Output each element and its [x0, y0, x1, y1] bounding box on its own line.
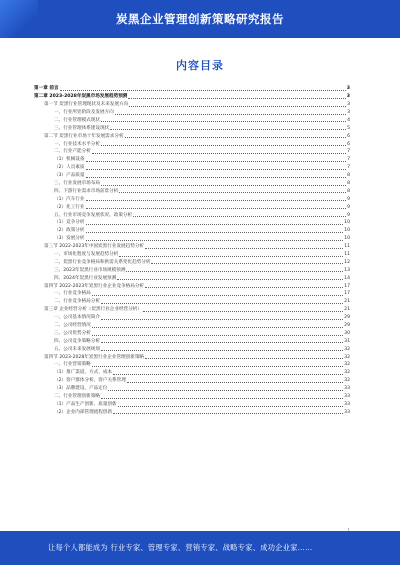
toc-entry-label: （1）产品生产创新、质量创新	[54, 401, 117, 407]
toc-entry-label: （1）机械设备	[54, 157, 85, 163]
toc-entry-page: 17	[344, 283, 350, 289]
toc-entry-label: 二、公司经营情况	[54, 323, 91, 329]
toc-leader-dots	[101, 397, 343, 399]
toc-entry[interactable]	[34, 202, 350, 210]
toc-entry-label: （2）企业内部管理流程创新	[54, 409, 113, 415]
toc-entry-label: 第三章 企业经营分析（炭黑行业企业经营分析）	[44, 307, 142, 313]
toc-entry[interactable]	[34, 155, 350, 163]
toc-entry[interactable]	[34, 313, 350, 321]
toc-leader-dots	[86, 199, 347, 201]
toc-entry[interactable]	[34, 408, 350, 416]
toc-entry-page: 8	[347, 188, 350, 194]
toc-leader-dots	[86, 239, 344, 241]
toc-entry[interactable]	[34, 108, 350, 116]
toc-entry[interactable]	[34, 171, 350, 179]
toc-entry[interactable]	[34, 234, 350, 242]
toc-entry-page: 3	[347, 109, 350, 115]
toc-entry-page: 8	[347, 180, 350, 186]
toc-leader-dots	[86, 160, 347, 162]
toc-entry-label: 二、行业管理创新策略	[54, 394, 100, 400]
toc-entry-label: 四、下游行业需求市场前景分析	[54, 188, 119, 194]
toc-leader-dots	[86, 176, 347, 178]
toc-entry-label: 第一章 前言	[34, 86, 59, 92]
toc-entry-page: 7	[347, 157, 350, 163]
toc-leader-dots	[118, 405, 343, 407]
toc-leader-dots	[101, 302, 343, 304]
toc-leader-dots	[113, 412, 343, 414]
toc-leader-dots	[101, 144, 346, 146]
toc-entry-page: 13	[344, 267, 350, 273]
toc-leader-dots	[101, 318, 343, 320]
toc-entry-page: 10	[344, 220, 350, 226]
toc-entry-label: （2）人员素质	[54, 165, 85, 171]
toc-entry-label: 三、公司优势分析	[54, 330, 91, 336]
toc-leader-dots	[145, 247, 343, 249]
toc-entry[interactable]	[34, 344, 350, 352]
toc-leader-dots	[119, 255, 343, 257]
toc-entry-page: 32	[344, 346, 350, 352]
toc-entry[interactable]	[34, 84, 350, 92]
toc-entry[interactable]	[34, 352, 350, 360]
toc-leader-dots	[115, 113, 346, 115]
toc-entry[interactable]	[34, 376, 350, 384]
toc-entry[interactable]	[34, 147, 350, 155]
toc-entry-label: 一、行业所处阶段及发展方向	[54, 109, 114, 115]
toc-entry[interactable]	[34, 321, 350, 329]
toc-entry-label: 第二节 炭黑行业市场十年发展需求分析	[44, 133, 124, 139]
toc-leader-dots	[92, 365, 343, 367]
toc-leader-dots	[145, 286, 343, 288]
toc-entry[interactable]	[34, 163, 350, 171]
toc-leader-dots	[101, 349, 343, 351]
toc-leader-dots	[113, 373, 343, 375]
toc-leader-dots	[92, 334, 343, 336]
toc-entry[interactable]	[34, 194, 350, 202]
toc-entry-page: 32	[344, 362, 350, 368]
toc-entry[interactable]	[34, 360, 350, 368]
toc-leader-dots	[92, 152, 346, 154]
toc-entry-page: 33	[344, 401, 350, 407]
toc-entry-page: 14	[344, 275, 350, 281]
toc-entry-label: 二、炭黑行业竞争格局和供需关系变化趋势分析	[54, 259, 151, 265]
toc-entry[interactable]	[34, 368, 350, 376]
toc-entry-page: 29	[344, 315, 350, 321]
toc-entry-page: 3	[346, 86, 350, 92]
toc-entry-page: 10	[344, 228, 350, 234]
toc-entry-page: 21	[344, 299, 350, 305]
toc-entry-page: 33	[344, 386, 350, 392]
toc-entry[interactable]	[34, 131, 350, 139]
toc-entry-label: （2）政策分析	[54, 228, 85, 234]
toc-entry-label: （3）品牌建设、产品定位	[54, 386, 108, 392]
report-header	[0, 0, 400, 38]
toc-leader-dots	[129, 105, 346, 107]
toc-entry-page: 12	[344, 259, 350, 265]
toc-entry[interactable]	[34, 250, 350, 258]
toc-leader-dots	[119, 191, 346, 193]
toc-entry-label: 一、行业技术水平分析	[54, 141, 100, 147]
toc-entry[interactable]	[34, 116, 350, 124]
report-title: 炭黑企业管理创新策略研究报告	[116, 12, 284, 26]
toc-entry-label: 五、公司未来发展规划	[54, 346, 100, 352]
toc-entry-label: 三、行业发展市场布局	[54, 180, 100, 186]
toc-entry[interactable]	[34, 392, 350, 400]
toc-leader-dots	[145, 357, 343, 359]
toc-entry[interactable]	[34, 384, 350, 392]
toc-entry-page: 8	[347, 173, 350, 179]
toc-entry[interactable]	[34, 139, 350, 147]
toc-leader-dots	[125, 136, 347, 138]
toc-leader-dots	[101, 184, 346, 186]
toc-entry-label: （2）客户群体分析、客户关系管理	[54, 378, 126, 384]
toc-leader-dots	[92, 294, 343, 296]
toc-entry[interactable]	[34, 273, 350, 281]
toc-entry-label: 三、行业管理体系建设现状	[54, 125, 110, 131]
toc-leader-dots	[127, 381, 343, 383]
toc-entry-page: 17	[344, 291, 350, 297]
toc-leader-dots	[86, 231, 344, 233]
toc-entry-label: （3）产品质量	[54, 173, 85, 179]
toc-entry-label: 第三节 2022-2023年中国炭黑行业发展趋势分析	[44, 244, 145, 250]
toc-entry[interactable]	[34, 242, 350, 250]
toc-entry-label: 四、公司竞争策略分析	[54, 338, 100, 344]
toc-entry[interactable]	[34, 258, 350, 266]
toc-entry-page: 5	[347, 125, 350, 131]
toc-entry[interactable]	[34, 329, 350, 337]
toc-leader-dots	[86, 168, 347, 170]
toc-entry-page: 11	[344, 244, 350, 250]
toc-leader-dots	[108, 389, 343, 391]
toc-entry-label: 二、行业管理模式现状	[54, 117, 100, 123]
toc-entry[interactable]	[34, 400, 350, 408]
toc-entry[interactable]	[34, 179, 350, 187]
toc-entry[interactable]	[34, 123, 350, 131]
toc-leader-dots	[126, 270, 343, 272]
toc-entry[interactable]	[34, 187, 350, 195]
toc-entry-page: 7	[347, 149, 350, 155]
toc-entry-label: （2）化工行业	[54, 204, 85, 210]
toc-entry-page: 6	[347, 141, 350, 147]
toc-entry-label: 一、行业营销策略	[54, 362, 91, 368]
footer-banner	[0, 531, 400, 565]
toc-leader-dots	[110, 128, 346, 130]
toc-leader-dots	[101, 120, 346, 122]
toc-entry-page: 33	[344, 394, 350, 400]
toc-entry-page: 32	[344, 354, 350, 360]
toc-title: 内容目录	[176, 59, 224, 72]
toc-leader-dots	[101, 341, 343, 343]
toc-leader-dots	[92, 326, 343, 328]
toc-entry-page: 11	[344, 252, 350, 257]
toc-leader-dots	[133, 215, 346, 217]
toc-entry-label: 五、行业市场竞争发展状况、政策分析	[54, 212, 133, 218]
toc-entry-label: 第四节 2022-2023年炭黑行业企业竞争格局分析	[44, 283, 145, 289]
toc-entry-page: 3	[346, 94, 350, 100]
toc-entry[interactable]	[34, 210, 350, 218]
toc-entry-label: 三、2023年炭黑行业市场规模预测	[54, 267, 126, 273]
footer-slogan: 让每个人都能成为 行业专家、管理专家、营销专家、战略专家、成功企业家……	[48, 543, 313, 552]
toc-entry[interactable]	[34, 281, 350, 289]
toc-entry[interactable]	[34, 305, 350, 313]
toc-entry[interactable]	[34, 289, 350, 297]
toc-entry-label: 一、行业竞争格局	[54, 291, 91, 297]
toc-entry-label: 第四节 2023-2028年炭黑行业企业管理创新策略	[44, 354, 145, 360]
toc-entry-label: 第二章 2023-2028年炭黑市场发展趋势预测	[34, 94, 128, 100]
toc-leader-dots	[117, 278, 343, 280]
toc-entry-page: 9	[347, 196, 350, 202]
toc-entry-page: 31	[344, 338, 350, 344]
toc-leader-dots	[151, 262, 343, 264]
toc-leader-dots	[86, 207, 347, 209]
toc-entry[interactable]	[34, 92, 350, 100]
toc-entry-page: 9	[347, 212, 350, 218]
toc-entry[interactable]	[34, 226, 350, 234]
toc-entry-label: 二、行业竞争格局分析	[54, 299, 100, 305]
toc-entry-label: （1）竞争分析	[54, 220, 85, 226]
toc-entry-page: 10	[344, 236, 350, 242]
toc-entry[interactable]	[34, 218, 350, 226]
toc-entry-label: 四、2024年炭黑行业发展预测	[54, 275, 117, 281]
toc-entry-page: 6	[347, 133, 350, 139]
toc-entry-page: 4	[347, 117, 350, 123]
toc-entry-page: 9	[347, 204, 350, 210]
toc-entry-label: 一、市场化程度与发展趋势分析	[54, 252, 119, 257]
toc-entry[interactable]	[34, 265, 350, 273]
toc-entry[interactable]	[34, 100, 350, 108]
toc-entry-page: 29	[344, 323, 350, 329]
toc-leader-dots	[86, 223, 344, 225]
toc-entry-label: （3）发展分析	[54, 236, 85, 242]
table-of-contents	[34, 84, 350, 415]
toc-entry-label: 第一节 炭黑行业管理现状及未来发展方向	[44, 102, 129, 108]
toc-entry-page: 30	[344, 330, 350, 336]
toc-entry-page: 3	[347, 102, 350, 108]
toc-entry-page: 7	[347, 165, 350, 171]
toc-entry-label: 一、公司基本情况简介	[54, 315, 100, 321]
toc-leader-dots	[143, 310, 343, 312]
toc-entry-label: （1）汽车行业	[54, 196, 85, 202]
toc-entry[interactable]	[34, 337, 350, 345]
toc-entry-page: 21	[344, 307, 350, 313]
toc-entry[interactable]	[34, 297, 350, 305]
toc-entry-page: 33	[344, 409, 350, 415]
toc-entry-label: 二、行业产能分析	[54, 149, 91, 155]
toc-entry-page: 32	[344, 378, 350, 384]
toc-entry-page: 32	[344, 370, 350, 376]
toc-leader-dots	[128, 97, 345, 99]
toc-leader-dots	[60, 89, 346, 91]
toc-entry-label: （1）推广渠道、方式、成本	[54, 370, 113, 376]
